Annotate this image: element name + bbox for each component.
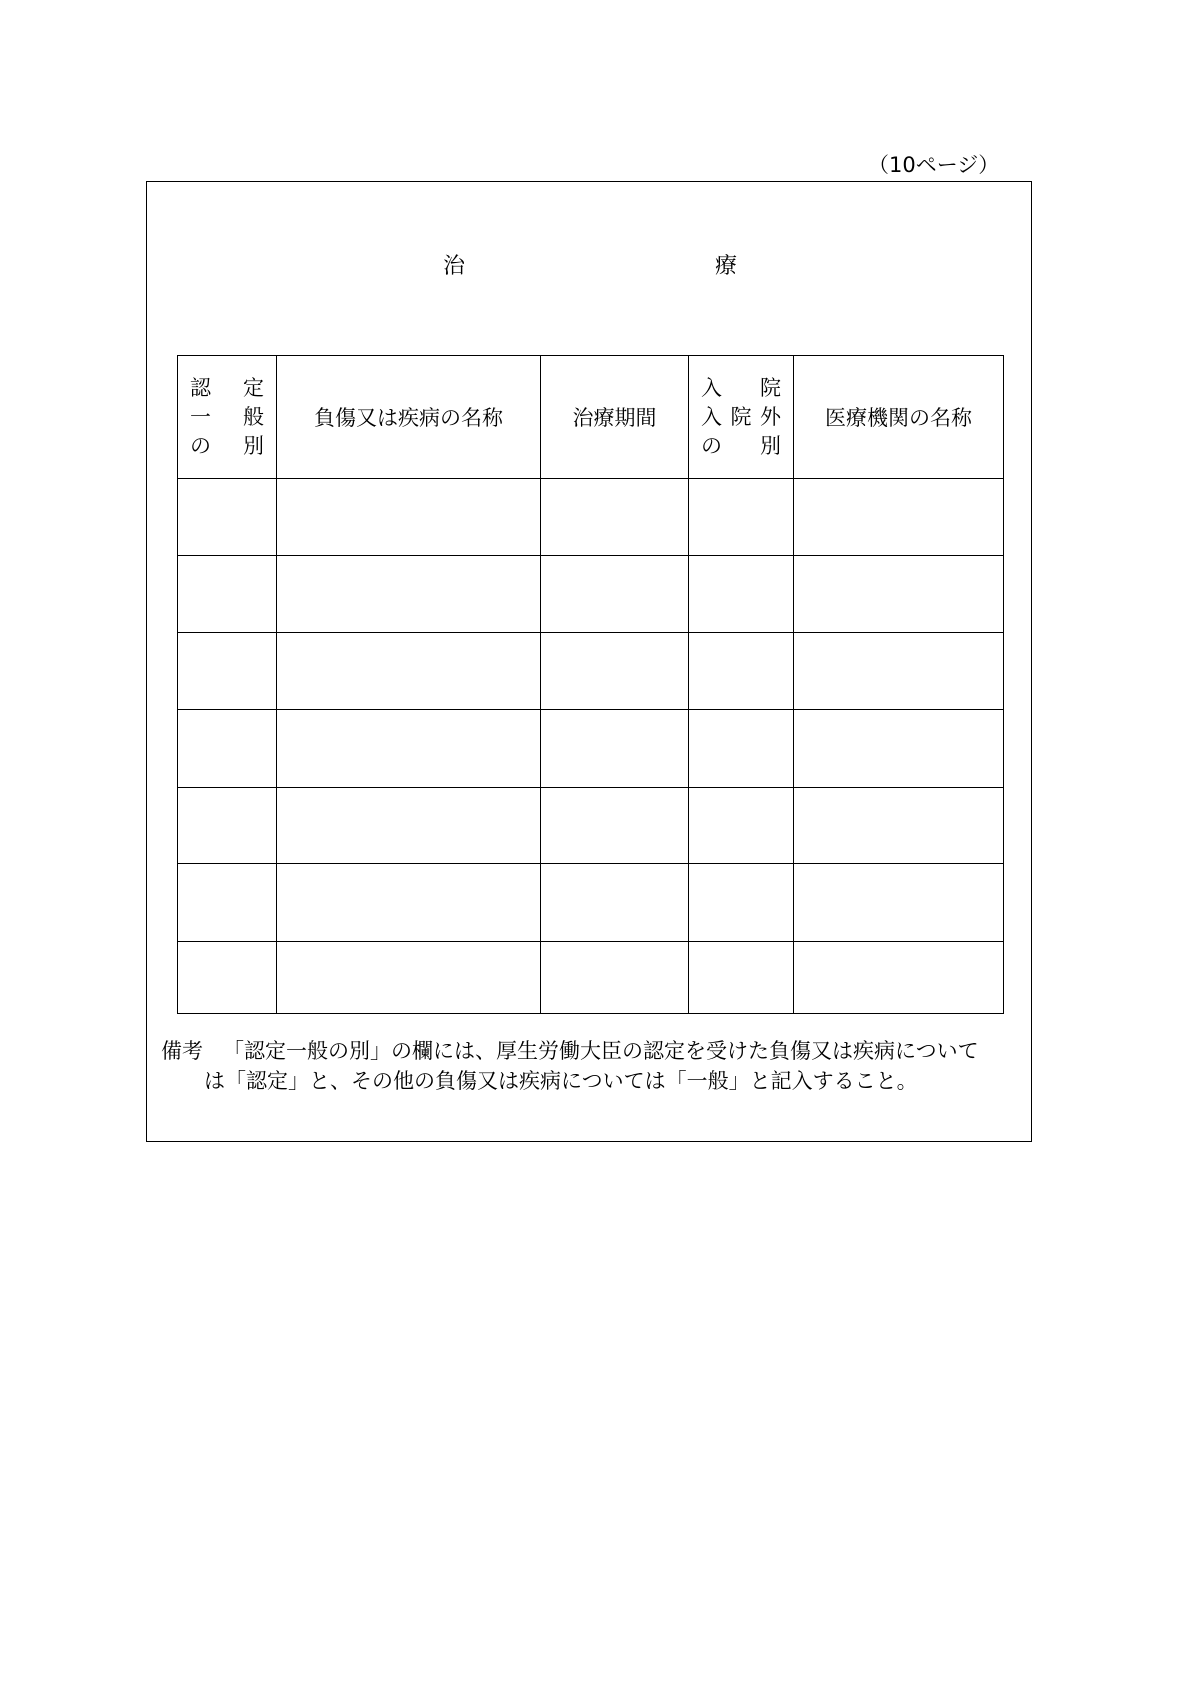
cell-medical-institution[interactable] [794, 633, 1004, 710]
cell-injury-name[interactable] [277, 710, 541, 788]
cell-medical-institution[interactable] [794, 942, 1004, 1014]
remarks-line-2: は「認定」と、その他の負傷又は疾病については「一般」と記入すること。 [204, 1069, 918, 1093]
header-char: 別 [760, 433, 781, 458]
cell-treatment-period[interactable] [541, 864, 689, 942]
cell-medical-institution[interactable] [794, 710, 1004, 788]
header-char: 入 [701, 404, 722, 429]
remarks-label: 備考 [161, 1039, 203, 1063]
cell-certified-general[interactable] [178, 556, 277, 633]
table-row [178, 479, 1004, 556]
cell-treatment-period[interactable] [541, 556, 689, 633]
header-char: 院 [760, 375, 781, 400]
header-inpatient-outpatient [689, 356, 794, 479]
remarks-text-1: 「認定一般の別」の欄には、厚生労働大臣の認定を受けた負傷又は疾病について [223, 1039, 979, 1063]
table-header-row [178, 356, 1004, 479]
header-char: の [190, 433, 211, 458]
header-char: 入 [701, 375, 722, 400]
cell-certified-general[interactable] [178, 942, 277, 1014]
cell-inpatient-outpatient[interactable] [689, 788, 794, 864]
cell-inpatient-outpatient[interactable] [689, 710, 794, 788]
table-row [178, 942, 1004, 1014]
cell-inpatient-outpatient[interactable] [689, 633, 794, 710]
cell-treatment-period[interactable] [541, 942, 689, 1014]
header-char: 般 [243, 404, 264, 429]
header-treatment-period: 治療期間 [541, 356, 689, 479]
cell-certified-general[interactable] [178, 710, 277, 788]
cell-injury-name[interactable] [277, 479, 541, 556]
header-char: 院 [730, 404, 752, 429]
table-row [178, 864, 1004, 942]
treatment-table [177, 355, 1004, 1014]
table-row [178, 710, 1004, 788]
cell-certified-general[interactable] [178, 479, 277, 556]
cell-treatment-period[interactable] [541, 633, 689, 710]
table-row [178, 633, 1004, 710]
header-medical-institution: 医療機関の名称 [794, 356, 1004, 479]
cell-inpatient-outpatient[interactable] [689, 864, 794, 942]
cell-medical-institution[interactable] [794, 556, 1004, 633]
cell-treatment-period[interactable] [541, 710, 689, 788]
page-number: （10ページ） [868, 153, 1000, 177]
cell-inpatient-outpatient[interactable] [689, 942, 794, 1014]
header-certified-general [178, 356, 277, 479]
cell-certified-general[interactable] [178, 788, 277, 864]
header-char: 一 [190, 404, 211, 429]
cell-injury-name[interactable] [277, 864, 541, 942]
cell-inpatient-outpatient[interactable] [689, 479, 794, 556]
cell-medical-institution[interactable] [794, 864, 1004, 942]
header-char: 認 [190, 375, 211, 400]
remarks [161, 1036, 1031, 1096]
header-char: 外 [760, 404, 781, 429]
header-char: 別 [243, 433, 264, 458]
title-left-char: 治 [443, 254, 466, 279]
cell-certified-general[interactable] [178, 633, 277, 710]
header-char: の [701, 433, 722, 458]
header-injury-name: 負傷又は疾病の名称 [277, 356, 541, 479]
remarks-line-1 [161, 1036, 1031, 1066]
header-char: 定 [243, 375, 264, 400]
cell-certified-general[interactable] [178, 864, 277, 942]
cell-inpatient-outpatient[interactable] [689, 556, 794, 633]
cell-treatment-period[interactable] [541, 788, 689, 864]
cell-medical-institution[interactable] [794, 788, 1004, 864]
table-row [178, 788, 1004, 864]
table-row [178, 556, 1004, 633]
cell-treatment-period[interactable] [541, 479, 689, 556]
cell-injury-name[interactable] [277, 942, 541, 1014]
cell-injury-name[interactable] [277, 556, 541, 633]
cell-injury-name[interactable] [277, 633, 541, 710]
cell-medical-institution[interactable] [794, 479, 1004, 556]
title-right-char: 療 [715, 254, 738, 279]
cell-injury-name[interactable] [277, 788, 541, 864]
